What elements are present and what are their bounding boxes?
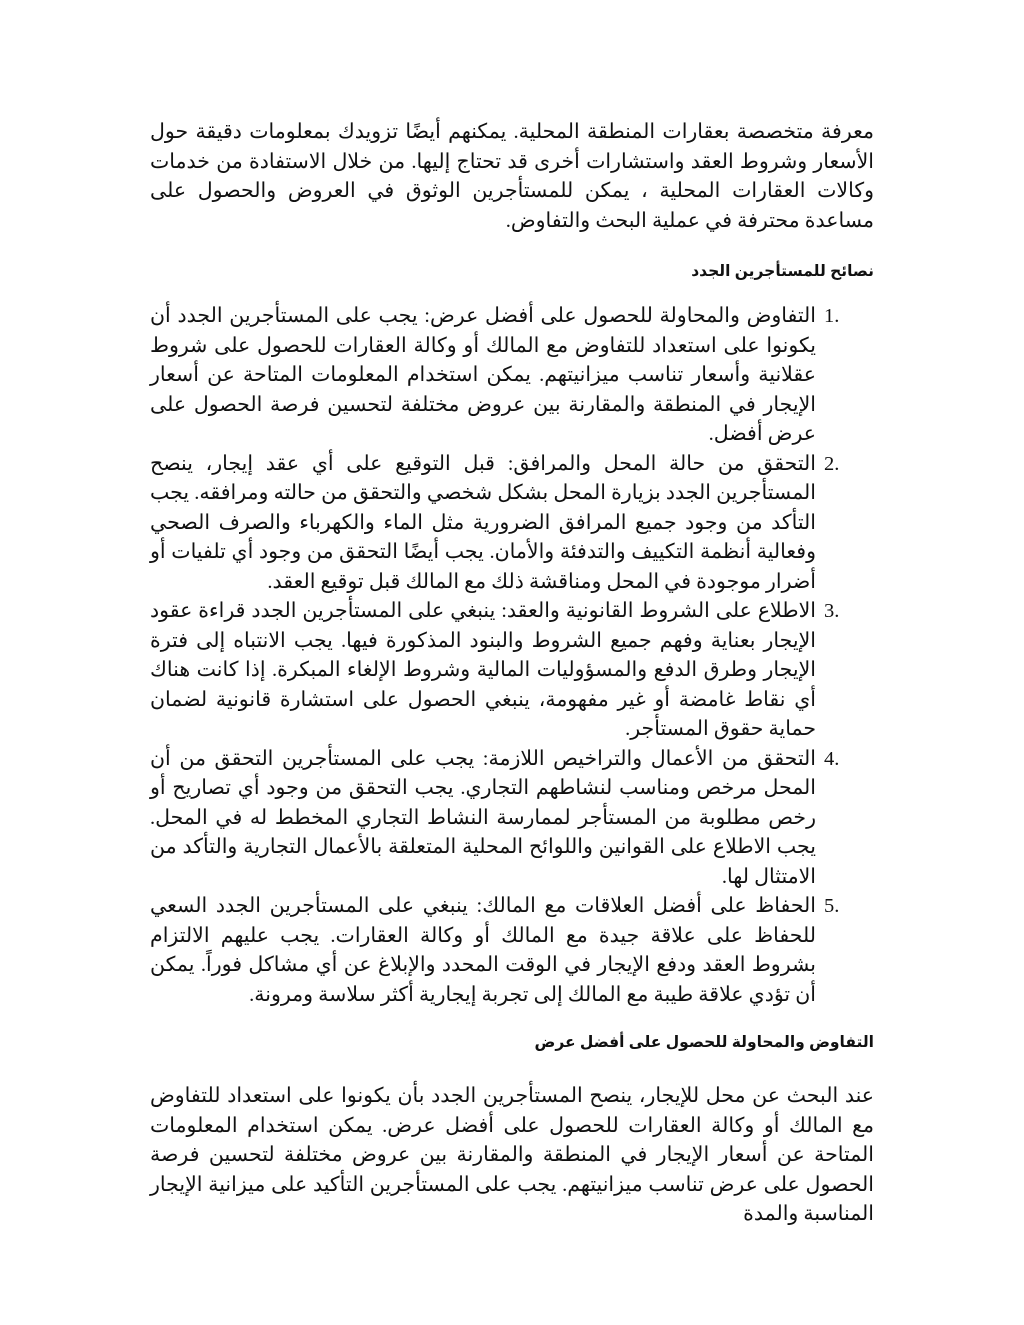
list-item — [150, 302, 874, 450]
list-item-number: 2. — [824, 452, 840, 475]
document-page — [150, 118, 874, 1230]
section-heading-tips: نصائح للمستأجرين الجدد — [691, 263, 874, 280]
list-item-text: الحفاظ على أفضل العلاقات مع المالك: ينبغي على المستأجرين الجدد السعي للحفاظ على علاقة جيدة مع المالك أو وكالة العقارات. يجب عليهم الالتزام بشروط العقد ودفع الإيجار في الوقت المحدد والإبلاغ عن أي مشاكل فوراً. يمكن أن تؤدي علاقة طيبة مع المالك إلى تجربة إيجارية أكثر سلاسة ومرونة. — [150, 895, 816, 1006]
negotiation-paragraph: عند البحث عن محل للإيجار، ينصح المستأجرين الجدد بأن يكونوا على استعداد للتفاوض مع المالك أو وكالة العقارات للحصول على أفضل عرض. يمكن استخدام المعلومات المتاحة عن أسعار الإيجار في المنطقة والمقارنة بين عروض مختلفة لتحسين فرصة الحصول على عرض تناسب ميزانيتهم. يجب على المستأجرين التأكيد على ميزانية الإيجار المناسبة والمدة — [150, 1085, 874, 1225]
list-item-number: 1. — [824, 305, 840, 327]
list-item-number: 5. — [824, 895, 840, 917]
list-item — [150, 597, 874, 745]
section-heading-negotiation: التفاوض والمحاولة للحصول على أفضل عرض — [534, 1034, 874, 1051]
intro-paragraph: معرفة متخصصة بعقارات المنطقة المحلية. يمكنهم أيضًا تزويدك بمعلومات دقيقة حول الأسعار وشروط العقد واستشارات أخرى قد تحتاج إليها. من خلال الاستفادة من خدمات وكالات العقارات المحلية ، يمكن للمستأجرين الوثوق في العروض والحصول على مساعدة محترفة في عملية البحث والتفاوض. — [150, 121, 874, 232]
tips-list — [150, 302, 874, 1010]
list-item-text: الاطلاع على الشروط القانونية والعقد: ينبغي على المستأجرين الجدد قراءة عقود الإيجار بعناية وفهم جميع الشروط والبنود المذكورة فيها. يجب الانتباه إلى فترة الإيجار وطرق الدفع والمسؤوليات المالية وشروط الإلغاء المبكرة. إذا كانت هناك أي نقاط غامضة أو غير مفهومة، ينبغي الحصول على استشارة قانونية لضمان حماية حقوق المستأجر. — [150, 600, 816, 740]
list-item-number: 4. — [824, 747, 840, 770]
list-item — [150, 892, 874, 1010]
list-item-text: التفاوض والمحاولة للحصول على أفضل عرض: يجب على المستأجرين الجدد أن يكونوا على استعداد للتفاوض مع المالك أو وكالة العقارات للحصول على شروط عقلانية وأسعار تناسب ميزانيتهم. يمكن استخدام المعلومات المتاحة عن أسعار الإيجار في المنطقة والمقارنة بين عروض مختلفة لتحسين فرصة الحصول على عرض أفضل. — [150, 305, 816, 445]
list-item-number: 3. — [824, 600, 840, 622]
list-item — [150, 745, 874, 893]
list-item — [150, 450, 874, 598]
list-item-text: التحقق من الأعمال والتراخيص اللازمة: يجب على المستأجرين التحقق من أن المحل مرخص ومناسب لنشاطهم التجاري. يجب التحقق من وجود أي تصاريح أو رخص مطلوبة من المستأجر لممارسة النشاط التجاري المخطط له في المحل. يجب الاطلاع على القوانين واللوائح المحلية المتعلقة بالأعمال التجارية والتأكد من الامتثال لها. — [150, 747, 816, 888]
list-item-text: التحقق من حالة المحل والمرافق: قبل التوقيع على أي عقد إيجار، ينصح المستأجرين الجدد بزيارة المحل بشكل شخصي والتحقق من حالته ومرافقه. يجب التأكد من وجود جميع المرافق الضرورية مثل الماء والكهرباء والصرف الصحي وفعالية أنظمة التكييف والتدفئة والأمان. يجب أيضًا التحقق من وجود أي تلفيات أو أضرار موجودة في المحل ومناقشة ذلك مع المالك قبل توقيع العقد. — [150, 452, 816, 593]
